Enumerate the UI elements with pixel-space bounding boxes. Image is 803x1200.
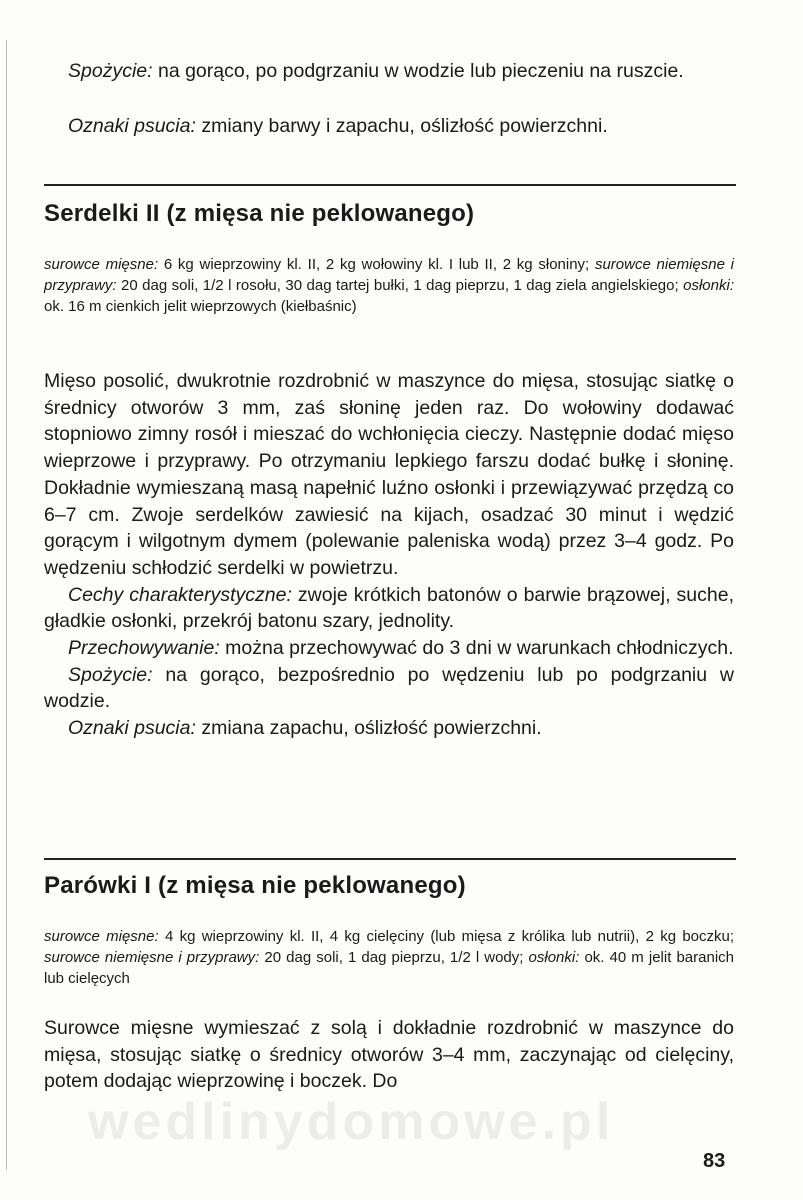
other-ingredients-label: surowce niemięsne i przyprawy:	[44, 256, 734, 294]
consumption-label: Spożycie:	[68, 663, 153, 686]
method-paragraph: Mięso posolić, dwukrotnie rozdrobnić w maszynce do mięsa, stosując siatkę o średnicy otworów 3 mm, zaś słoninę jeden raz. Do wołowiny dodawać stopniowo zimny rosół i mieszać do wchłonięcia cieczy. Następnie dodać mięso wieprzowe i przyprawy. Po otrzymaniu lepkiego farszu dodać bułkę i słoninę. Dokładnie wymieszaną masą napełnić luźno osłonki i przewiązywać przędzą co 6–7 cm. Zwoje serdelków zawiesić na kijach, osadzać 30 minut i wędzić gorącym i wilgotnym dymem (polewanie paleniska wodą) przez 3–4 godz. Po wędzeniu schłodzić serdelki w powietrzu.	[44, 370, 734, 579]
body-serdelki	[44, 368, 734, 742]
casing-label: osłonki:	[528, 949, 580, 966]
spoilage-paragraph	[44, 715, 734, 742]
page-number: 83	[703, 1150, 726, 1172]
watermark: wedlinydomowe.pl	[88, 1093, 615, 1151]
meat-ingredients-label: surowce mięsne:	[44, 256, 159, 273]
meat-ingredients-label: surowce mięsne:	[44, 928, 159, 945]
section-divider	[44, 858, 736, 860]
ingredients-parowki	[44, 926, 734, 989]
top-spoilage-paragraph	[44, 113, 734, 140]
body-parowki	[44, 1015, 734, 1095]
consumption-text: na gorąco, bezpośrednio po wędzeniu lub po podgrzaniu w wodzie.	[44, 663, 734, 713]
consumption-label: Spożycie:	[68, 60, 153, 82]
storage-text: można przechowywać do 3 dni w warunkach chłodniczych.	[225, 637, 734, 660]
ingredients-serdelki	[44, 254, 734, 317]
storage-paragraph	[44, 635, 734, 662]
section-title-parowki: Parówki I (z mięsa nie peklowanego)	[44, 872, 466, 899]
section-title-serdelki: Serdelki II (z mięsa nie peklowanego)	[44, 200, 475, 227]
top-consumption-paragraph	[44, 58, 734, 85]
meat-ingredients-text: 6 kg wieprzowiny kl. II, 2 kg wołowiny kl. I lub II, 2 kg słoniny;	[163, 256, 590, 273]
meat-ingredients-text: 4 kg wieprzowiny kl. II, 4 kg cielęciny (lub mięsa z królika lub nutrii), 2 kg boczku;	[164, 928, 735, 945]
page-edge-line	[6, 40, 7, 1170]
features-text: zwoje krótkich batonów o barwie brązowej, suche, gładkie osłonki, przekrój batonu szary, jednolity.	[44, 583, 734, 633]
consumption-text: na gorąco, po podgrzaniu w wodzie lub pieczeniu na ruszcie.	[157, 60, 684, 82]
features-paragraph	[44, 582, 734, 635]
spoilage-text: zmiany barwy i zapachu, oślizłość powierzchni.	[201, 115, 608, 137]
storage-label: Przechowywanie:	[68, 637, 220, 660]
casing-text: ok. 16 m cienkich jelit wieprzowych (kiełbaśnic)	[44, 298, 357, 315]
method-paragraph: Surowce mięsne wymieszać z solą i dokładnie rozdrobnić w maszynce do mięsa, stosując siatkę o średnicy otworów 3–4 mm, zaczynając od cielęciny, potem dodając wieprzowinę i boczek. Do	[44, 1017, 734, 1093]
section-divider	[44, 184, 736, 186]
spoilage-text: zmiana zapachu, oślizłość powierzchni.	[201, 717, 542, 740]
other-ingredients-label: surowce niemięsne i przyprawy:	[44, 949, 260, 966]
features-label: Cechy charakterystyczne:	[68, 583, 292, 606]
consumption-paragraph	[44, 662, 734, 715]
casing-label: osłonki:	[683, 277, 734, 294]
casing-text: ok. 40 m jelit baranich lub cielęcych	[44, 949, 734, 987]
other-ingredients-text: 20 dag soli, 1 dag pieprzu, 1/2 l wody;	[264, 949, 524, 966]
spoilage-label: Oznaki psucia:	[68, 717, 196, 740]
other-ingredients-text: 20 dag soli, 1/2 l rosołu, 30 dag tartej bułki, 1 dag pieprzu, 1 dag ziela angielskiego;	[121, 277, 679, 294]
spoilage-label: Oznaki psucia:	[68, 115, 196, 137]
